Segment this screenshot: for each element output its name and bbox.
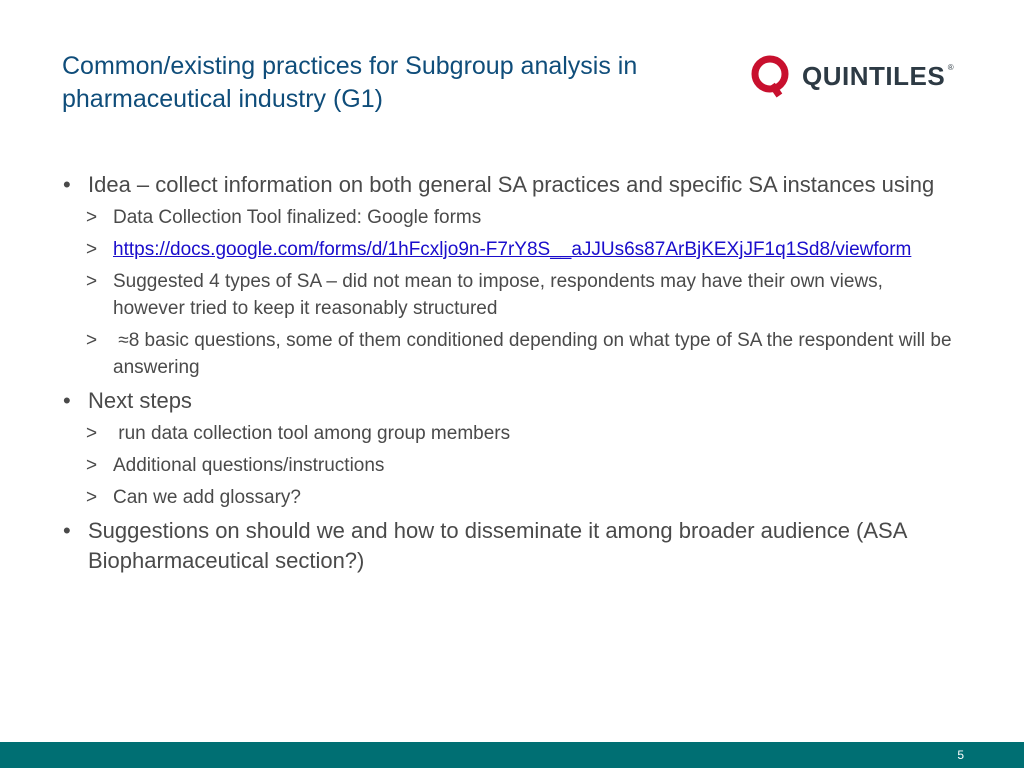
quintiles-logo <box>750 48 980 104</box>
registered-mark: ® <box>947 62 955 72</box>
bullet-marker: • <box>63 388 71 413</box>
sub-bullet-marker: > <box>86 207 98 228</box>
footer-bar <box>0 742 1024 768</box>
sub-bullet-marker: > <box>86 271 98 292</box>
sub-bullet-sa-types <box>60 268 960 322</box>
bullet-marker: • <box>63 172 71 197</box>
sub-bullet-additional-questions <box>60 452 960 479</box>
sub-bullet-text: Data Collection Tool finalized: Google forms <box>113 207 482 228</box>
bullet-next-steps <box>60 386 960 416</box>
bullet-text: Next steps <box>88 388 192 413</box>
logo-wordmark: QUINTILES ® <box>802 60 955 91</box>
sub-bullet-form-link <box>60 236 960 263</box>
google-form-link[interactable]: https://docs.google.com/forms/d/1hFcxljo9n-F7rY8S__aJJUs6s87ArBjKEXjJF1q1Sd8/viewform <box>113 239 912 260</box>
sub-bullet-text: Suggested 4 types of SA – did not mean to impose, respondents may have their own views, however tried to keep it reasonably structured <box>113 271 883 319</box>
bullet-suggestions <box>60 516 960 576</box>
bullet-marker: • <box>63 518 71 543</box>
sub-bullet-run-tool <box>60 420 960 447</box>
sub-bullet-marker: > <box>86 455 98 476</box>
bullet-text: Suggestions on should we and how to disseminate it among broader audience (ASA Biopharmaceutical section?) <box>88 518 907 573</box>
bullet-text: Idea – collect information on both general SA practices and specific SA instances using <box>88 172 935 197</box>
sub-bullet-text: ≈8 basic questions, some of them conditioned depending on what type of SA the respondent will be answering <box>113 330 957 378</box>
bullet-idea <box>60 170 960 200</box>
sub-bullet-text: run data collection tool among group members <box>113 423 511 444</box>
page-number: 5 <box>957 748 964 762</box>
slide-title: Common/existing practices for Subgroup analysis in pharmaceutical industry (G1) <box>62 52 638 113</box>
sub-bullet-text: Can we add glossary? <box>113 487 301 508</box>
sub-bullet-data-collection-tool <box>60 204 960 231</box>
quintiles-q-icon <box>750 54 790 98</box>
sub-bullet-text: Additional questions/instructions <box>113 455 385 476</box>
sub-bullet-marker: > <box>86 330 98 351</box>
sub-bullet-marker: > <box>86 487 98 508</box>
sub-bullet-basic-questions <box>60 327 960 381</box>
sub-bullet-marker: > <box>86 423 98 444</box>
sub-bullet-glossary <box>60 484 960 511</box>
sub-bullet-marker: > <box>86 239 98 260</box>
slide-body <box>60 170 960 580</box>
